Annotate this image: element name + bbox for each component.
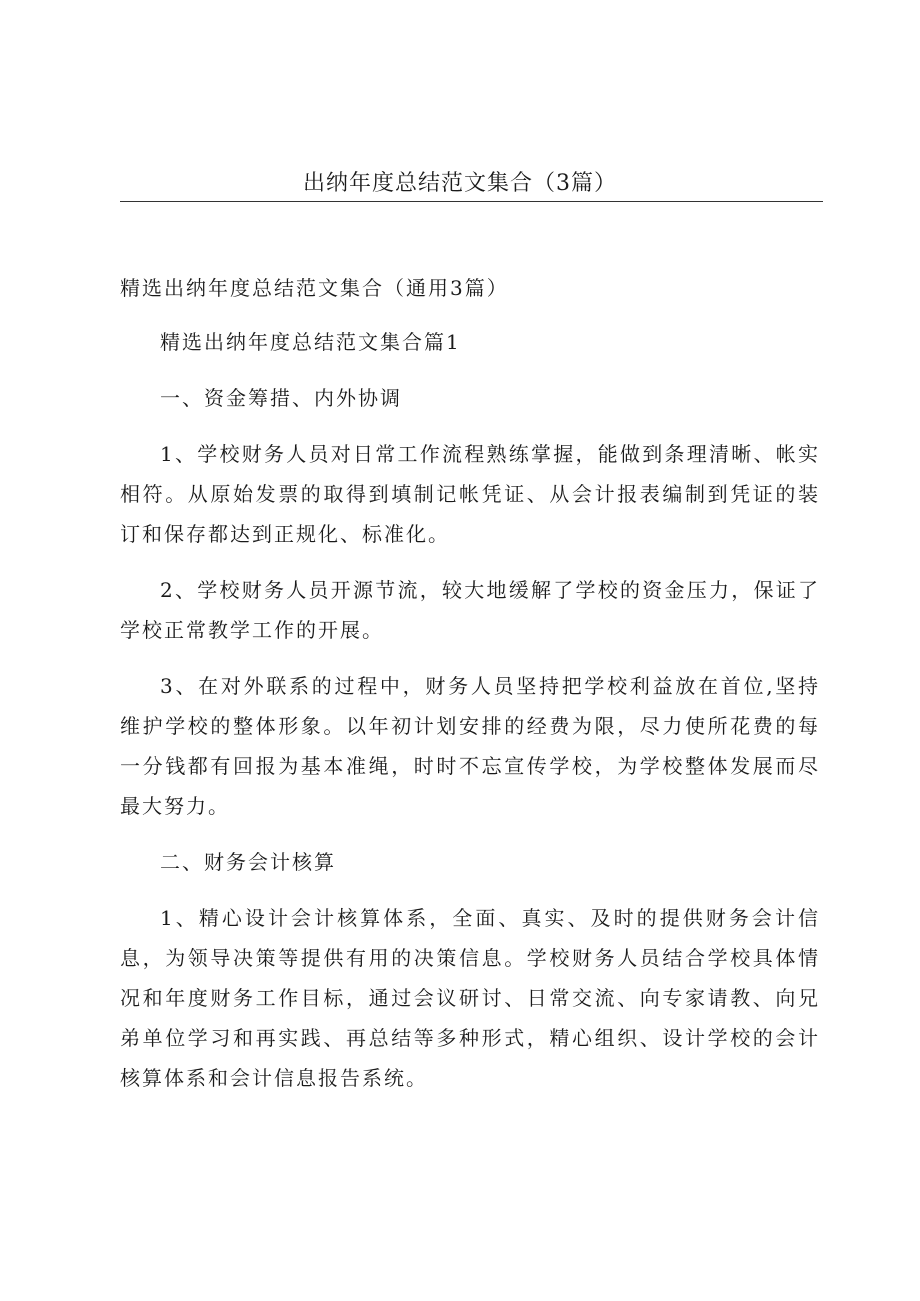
section-heading-fundraising: 一、资金筹措、内外协调 bbox=[160, 386, 402, 410]
section-heading-part-1: 精选出纳年度总结范文集合篇1 bbox=[160, 330, 461, 354]
document-body bbox=[120, 322, 820, 1114]
paragraph-4: 1、精心设计会计核算体系，全面、真实、及时的提供财务会计信息，为领导决策等提供有用的决策信息。学校财务人员结合学校具体情况和年度财务工作目标，通过会议研讨、日常交流、向专家请教、向兄弟单位学习和再实践、再总结等多种形式，精心组织、设计学校的会计核算体系和会计信息报告系统。 bbox=[120, 906, 820, 1090]
paragraph-2: 2、学校财务人员开源节流，较大地缓解了学校的资金压力，保证了学校正常教学工作的开展。 bbox=[120, 578, 820, 642]
document-subtitle: 精选出纳年度总结范文集合（通用3篇） bbox=[120, 276, 509, 300]
title-underline bbox=[120, 201, 823, 202]
paragraph-3: 3、在对外联系的过程中，财务人员坚持把学校利益放在首位,坚持维护学校的整体形象。以年初计划安排的经费为限，尽力使所花费的每一分钱都有回报为基本准绳，时时不忘宣传学校，为学校整体发展而尽最大努力。 bbox=[120, 674, 820, 818]
section-heading-accounting: 二、财务会计核算 bbox=[160, 850, 336, 874]
paragraph-1: 1、学校财务人员对日常工作流程熟练掌握，能做到条理清晰、帐实相符。从原始发票的取得到填制记帐凭证、从会计报表编制到凭证的装订和保存都达到正规化、标准化。 bbox=[120, 442, 820, 546]
document-title: 出纳年度总结范文集合（3篇） bbox=[303, 171, 617, 196]
